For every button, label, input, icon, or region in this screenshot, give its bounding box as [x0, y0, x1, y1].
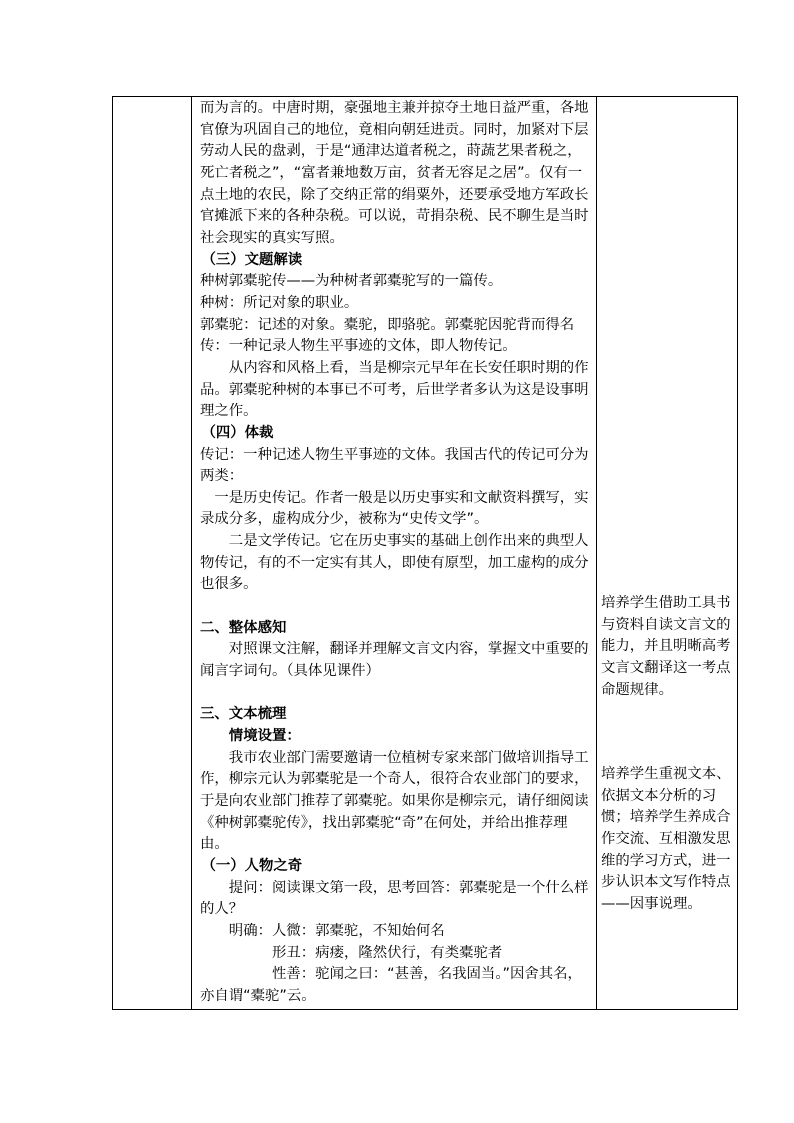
- section-heading-overall-perception: 二、整体感知: [200, 619, 287, 636]
- genre-literary: 二是文学传记。它在历史事实的基础上创作出来的典型人物传记，有的不一定实有其人，即使有原型，加工虚构的成分也很多。: [200, 533, 589, 593]
- title-explanation-name: 郭橐驼：记述的对象。橐驼，即骆驼。郭橐驼因驼背而得名: [200, 316, 575, 333]
- section-heading-genre: （四）体裁: [201, 424, 274, 441]
- design-intent-text-2: 培养学生重视文本、依据文本分析的习惯；培养学生养成合作交流、互相激发思维的学习方式，进一步认识本文写作特点——因事说理。: [601, 766, 731, 912]
- scenario-heading: 情境设置：: [228, 728, 301, 744]
- question-text: 提问：阅读课文第一段，思考回答：郭橐驼是一个什么样的人？: [200, 879, 589, 918]
- answer-kind: 性善：驼闻之曰：“甚善，名我固当。”因舍其名，亦自谓“橐驼”云。: [200, 966, 582, 1004]
- genre-historical: 一是历史传记。作者一般是以历史事实和文献资料撰写，实录成分多，虚构成分少，被称为“史传文学”。: [200, 489, 589, 528]
- background-paragraph: 而为言的。中唐时期，豪强地主兼并掠夺土地日益严重，各地官僚为巩固自己的地位，竟相向朝廷进贡。同时，加紧对下层劳动人民的盘剥，于是“通津达道者税之，莳蔬艺果者税之，死亡者税之”，“富者兼地数万亩，贫者无容足之居”。仅有一点土地的农民，除了交纳正常的绢粟外，还要承受地方军政长官摊派下来的各种杂税。可以说，苛捐杂税、民不聊生是当时社会现实的真实写照。: [200, 100, 589, 246]
- section-heading-title-interpretation: （三）文题解读: [201, 251, 303, 268]
- genre-definition: 传记：一种记述人物生平事迹的文体。我国古代的传记可分为两类：: [200, 446, 589, 485]
- title-explanation-planting: 种树：所记对象的职业。: [200, 294, 359, 311]
- answer-humble: 明确：人微：郭橐驼，不知始何名: [228, 922, 445, 939]
- title-explanation: 种树郭橐驼传——为种树者郭橐驼写的一篇传。: [200, 273, 503, 290]
- section-heading-text-analysis: 三、文本梳理: [200, 706, 287, 723]
- overall-perception-text: 对照课文注解，翻译并理解文言文内容，掌握文中重要的闻言字词句。（具体见课件）: [200, 641, 589, 680]
- blank-line: [200, 596, 592, 618]
- scenario-text: 我市农业部门需要邀请一位植树专家来部门做培训指导工作，柳宗元认为郭橐驼是一个奇人，很符合农业部门的要求，于是向农业部门推荐了郭橐驼。如果你是柳宗元，请仔细阅读《种树郭橐驼传》，找出郭橐驼“奇”在何处，并给出推荐理由。: [200, 749, 589, 853]
- section-heading-character: （一）人物之奇: [201, 857, 303, 874]
- title-explanation-biography: 传：一种记录人物生平事迹的文体，即人物传记。: [200, 338, 517, 355]
- answer-ugly: 形丑：病瘘，隆然伏行，有类橐驼者: [272, 944, 503, 961]
- lesson-plan-table: [112, 96, 738, 1010]
- design-intent-note-1: [601, 593, 734, 701]
- design-intent-note-2: [601, 764, 734, 916]
- column-divider-left: [191, 97, 192, 1009]
- design-intent-text-1: 培养学生借助工具书与资料自读文言文的能力，并且明晰高考文言文翻译这一考点命题规律。: [601, 595, 731, 698]
- teaching-content-column: [200, 98, 592, 1008]
- blank-line: [200, 683, 592, 705]
- column-divider-right: [596, 97, 597, 1009]
- style-and-period-paragraph: 从内容和风格上看，当是柳宗元早年在长安任职时期的作品。郭橐驼种树的本事已不可考，后世学者多认为这是设事明理之作。: [200, 359, 589, 420]
